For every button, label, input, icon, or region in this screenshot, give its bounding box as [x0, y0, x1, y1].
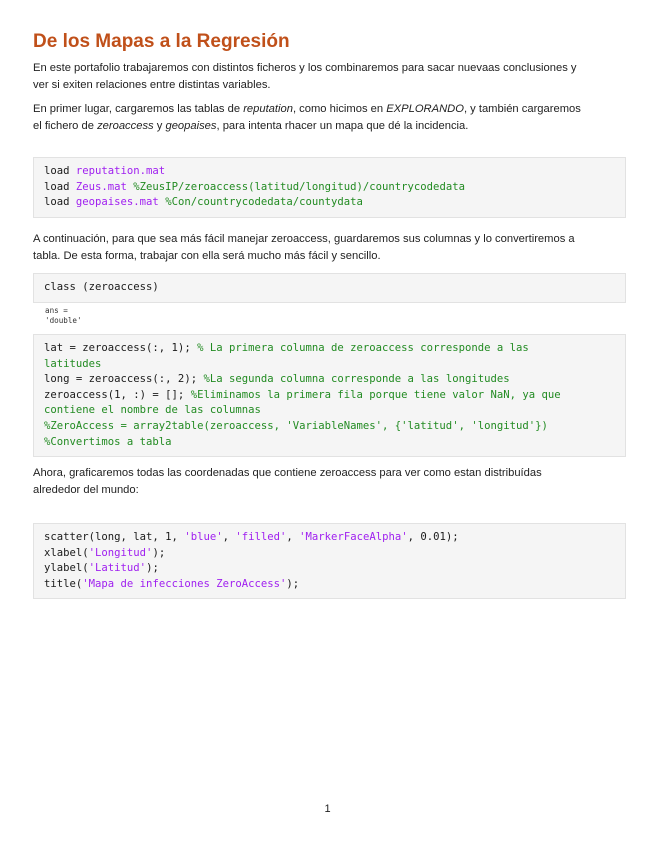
code-token: load — [44, 196, 76, 209]
code-comment: %ZeroAccess = array2table(zeroaccess, 'VariableNames', {'latitud', 'longitud'}) — [44, 419, 548, 432]
code-token: ); — [152, 546, 166, 559]
text-run: , para intenta rhacer un mapa que dé la incidencia. — [216, 120, 469, 132]
string-literal: reputation.mat — [75, 165, 166, 177]
string-literal: 'Mapa de infecciones ZeroAccess' — [82, 577, 287, 590]
code-token: zeroaccess(1, :) = []; — [44, 388, 191, 401]
code-line — [44, 577, 615, 593]
intro-line-1: En este portafolio trabajaremos con distintos ficheros y los combinaremos para sacar nuevaas conclusiones y — [33, 62, 577, 74]
output-line-1: ans = — [45, 306, 68, 315]
geopaises-emphasis: geopaises — [165, 120, 217, 132]
loading-paragraph — [33, 101, 623, 135]
zeroaccess-emphasis: zeroaccess — [97, 120, 154, 132]
code-token: class (zeroaccess) — [44, 281, 159, 293]
string-literal: geopaises.mat — [75, 196, 166, 209]
text-run: y — [153, 120, 166, 132]
code-line — [44, 530, 615, 546]
string-literal: 'Latitud' — [88, 562, 147, 575]
code-line — [44, 341, 615, 357]
code-line — [44, 357, 615, 373]
text-run: En primer lugar, cargaremos las tablas de — [33, 103, 244, 115]
page-title: De los Mapas a la Regresión — [33, 31, 290, 52]
code-line — [44, 280, 615, 296]
code-comment: %Con/countrycodedata/countydata — [165, 196, 363, 209]
plot-paragraph — [33, 465, 623, 499]
code-comment: %Eliminamos la primera fila porque tiene valor NaN, ya que — [190, 388, 561, 401]
code-line — [44, 546, 615, 562]
code-token: ); — [286, 577, 300, 590]
code-token: , — [222, 531, 236, 543]
intro-paragraph — [33, 60, 623, 94]
conversion-paragraph — [33, 231, 623, 265]
code-line — [44, 561, 615, 577]
intro-line-2: ver si exiten relaciones entre distintas variables. — [33, 79, 271, 91]
code-token: scatter(long, lat, 1, — [44, 531, 185, 543]
page-number: 1 — [324, 803, 331, 815]
string-literal: Zeus.mat — [75, 180, 134, 193]
explorando-emphasis: EXPLORANDO — [386, 103, 464, 115]
code-line — [44, 195, 615, 211]
code-line — [44, 180, 615, 196]
code-comment: %La segunda columna corresponde a las longitudes — [203, 373, 510, 386]
code-line — [44, 419, 615, 435]
code-comment: % La primera columna de zeroaccess corresponde a las — [197, 342, 529, 354]
code-token: title( — [44, 577, 83, 590]
code-comment: contiene el nombre de las columnas — [44, 404, 261, 417]
code-line — [44, 372, 615, 388]
text-run: , como hicimos en — [292, 103, 387, 115]
code-line — [44, 435, 615, 451]
code-line — [44, 403, 615, 419]
text-run: el fichero de — [33, 120, 98, 132]
code-token: load — [44, 165, 76, 177]
code-comment: %Convertimos a tabla — [44, 435, 172, 448]
code-comment: %ZeusIP/zeroaccess(latitud/longitud)/countrycodedata — [133, 180, 465, 193]
string-literal: 'MarkerFaceAlpha' — [299, 531, 408, 543]
code-token: , — [286, 531, 300, 543]
code-token: ylabel( — [44, 562, 89, 575]
code-token: , 0.01); — [407, 531, 459, 543]
conversion-line-2: tabla. De esta forma, trabajar con ella será mucho más fácil y sencillo. — [33, 250, 381, 262]
code-token: xlabel( — [44, 546, 89, 559]
code-block-class — [33, 273, 626, 303]
code-token: long = zeroaccess(:, 2); — [44, 373, 204, 386]
output-line-2: 'double' — [45, 316, 82, 325]
code-block-load — [33, 157, 626, 218]
conversion-line-1: A continuación, para que sea más fácil manejar zeroaccess, guardaremos sus columnas y lo convertiremos a — [33, 233, 575, 245]
code-token: lat = zeroaccess(:, 1); — [44, 342, 198, 354]
code-line — [44, 164, 615, 180]
string-literal: 'blue' — [184, 531, 223, 543]
code-token: load — [44, 180, 76, 193]
code-token: ); — [146, 562, 159, 575]
reputation-emphasis: reputation — [243, 103, 293, 115]
string-literal: 'filled' — [235, 531, 287, 543]
plot-line-2: alrededor del mundo: — [33, 484, 139, 496]
code-block-columns — [33, 334, 626, 457]
code-output-ans — [45, 306, 82, 326]
code-comment: latitudes — [44, 357, 102, 370]
text-run: , y también cargaremos — [463, 103, 581, 115]
plot-line-1: Ahora, graficaremos todas las coordenadas que contiene zeroaccess para ver como estan distribuídas — [33, 467, 542, 479]
string-literal: 'Longitud' — [88, 546, 153, 559]
code-line — [44, 388, 615, 404]
code-block-scatter — [33, 523, 626, 599]
